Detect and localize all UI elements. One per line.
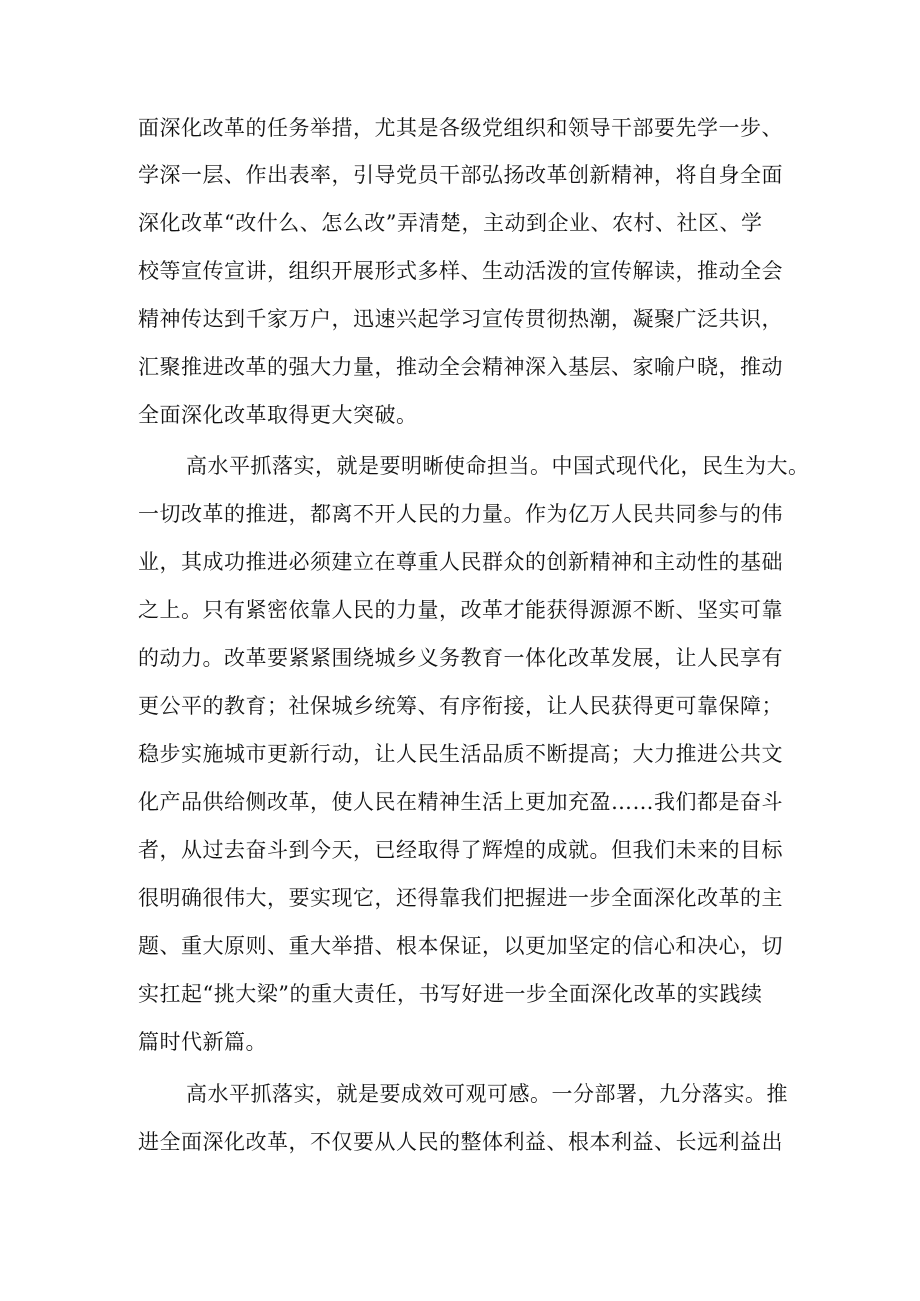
text-line: 实扛起“挑大梁”的重大责任，书写好进一步全面深化改革的实践续	[138, 982, 763, 1006]
text-line: 之上。只有紧密依靠人民的力量，改革才能获得源源不断、坚实可靠	[138, 598, 783, 622]
text-line: 全面深化改革取得更大突破。	[138, 403, 418, 427]
text-line: 业，其成功推进必须建立在尊重人民群众的创新精神和主动性的基础	[138, 550, 783, 574]
text-line: 精神传达到千家万户，迅速兴起学习宣传贯彻热潮，凝聚广泛共识，	[138, 307, 783, 331]
text-line: 的动力。改革要紧紧围绕城乡义务教育一体化改革发展，让人民享有	[138, 646, 783, 670]
text-line: 题、重大原则、重大举措、根本保证，以更加坚定的信心和决心，切	[138, 934, 783, 958]
paragraph-start-line: 高水平抓落实，就是要明晰使命担当。中国式现代化，民生为大。	[186, 454, 810, 478]
text-line: 一切改革的推进，都离不开人民的力量。作为亿万人民共同参与的伟	[138, 502, 783, 526]
text-line: 稳步实施城市更新行动，让人民生活品质不断提高；大力推进公共文	[138, 742, 783, 766]
text-line: 深化改革“改什么、怎么改”弄清楚，主动到企业、农村、社区、学	[138, 211, 763, 235]
text-line: 学深一层、作出表率，引导党员干部弘扬改革创新精神，将自身全面	[138, 163, 783, 187]
text-line: 篇时代新篇。	[138, 1030, 267, 1054]
text-line: 校等宣传宣讲，组织开展形式多样、生动活泼的宣传解读，推动全会	[138, 259, 783, 283]
text-line: 更公平的教育；社保城乡统筹、有序衔接，让人民获得更可靠保障；	[138, 694, 783, 718]
paragraph-start-line: 高水平抓落实，就是要成效可观可感。一分部署，九分落实。推	[186, 1082, 788, 1106]
text-line: 汇聚推进改革的强大力量，推动全会精神深入基层、家喻户晓，推动	[138, 355, 783, 379]
text-line: 很明确很伟大，要实现它，还得靠我们把握进一步全面深化改革的主	[138, 886, 783, 910]
text-line: 面深化改革的任务举措，尤其是各级党组织和领导干部要先学一步、	[138, 116, 783, 140]
text-line: 化产品供给侧改革，使人民在精神生活上更加充盈……我们都是奋斗	[138, 790, 783, 814]
text-line: 进全面深化改革，不仅要从人民的整体利益、根本利益、长远利益出	[138, 1130, 783, 1154]
text-line: 者，从过去奋斗到今天，已经取得了辉煌的成就。但我们未来的目标	[138, 838, 783, 862]
